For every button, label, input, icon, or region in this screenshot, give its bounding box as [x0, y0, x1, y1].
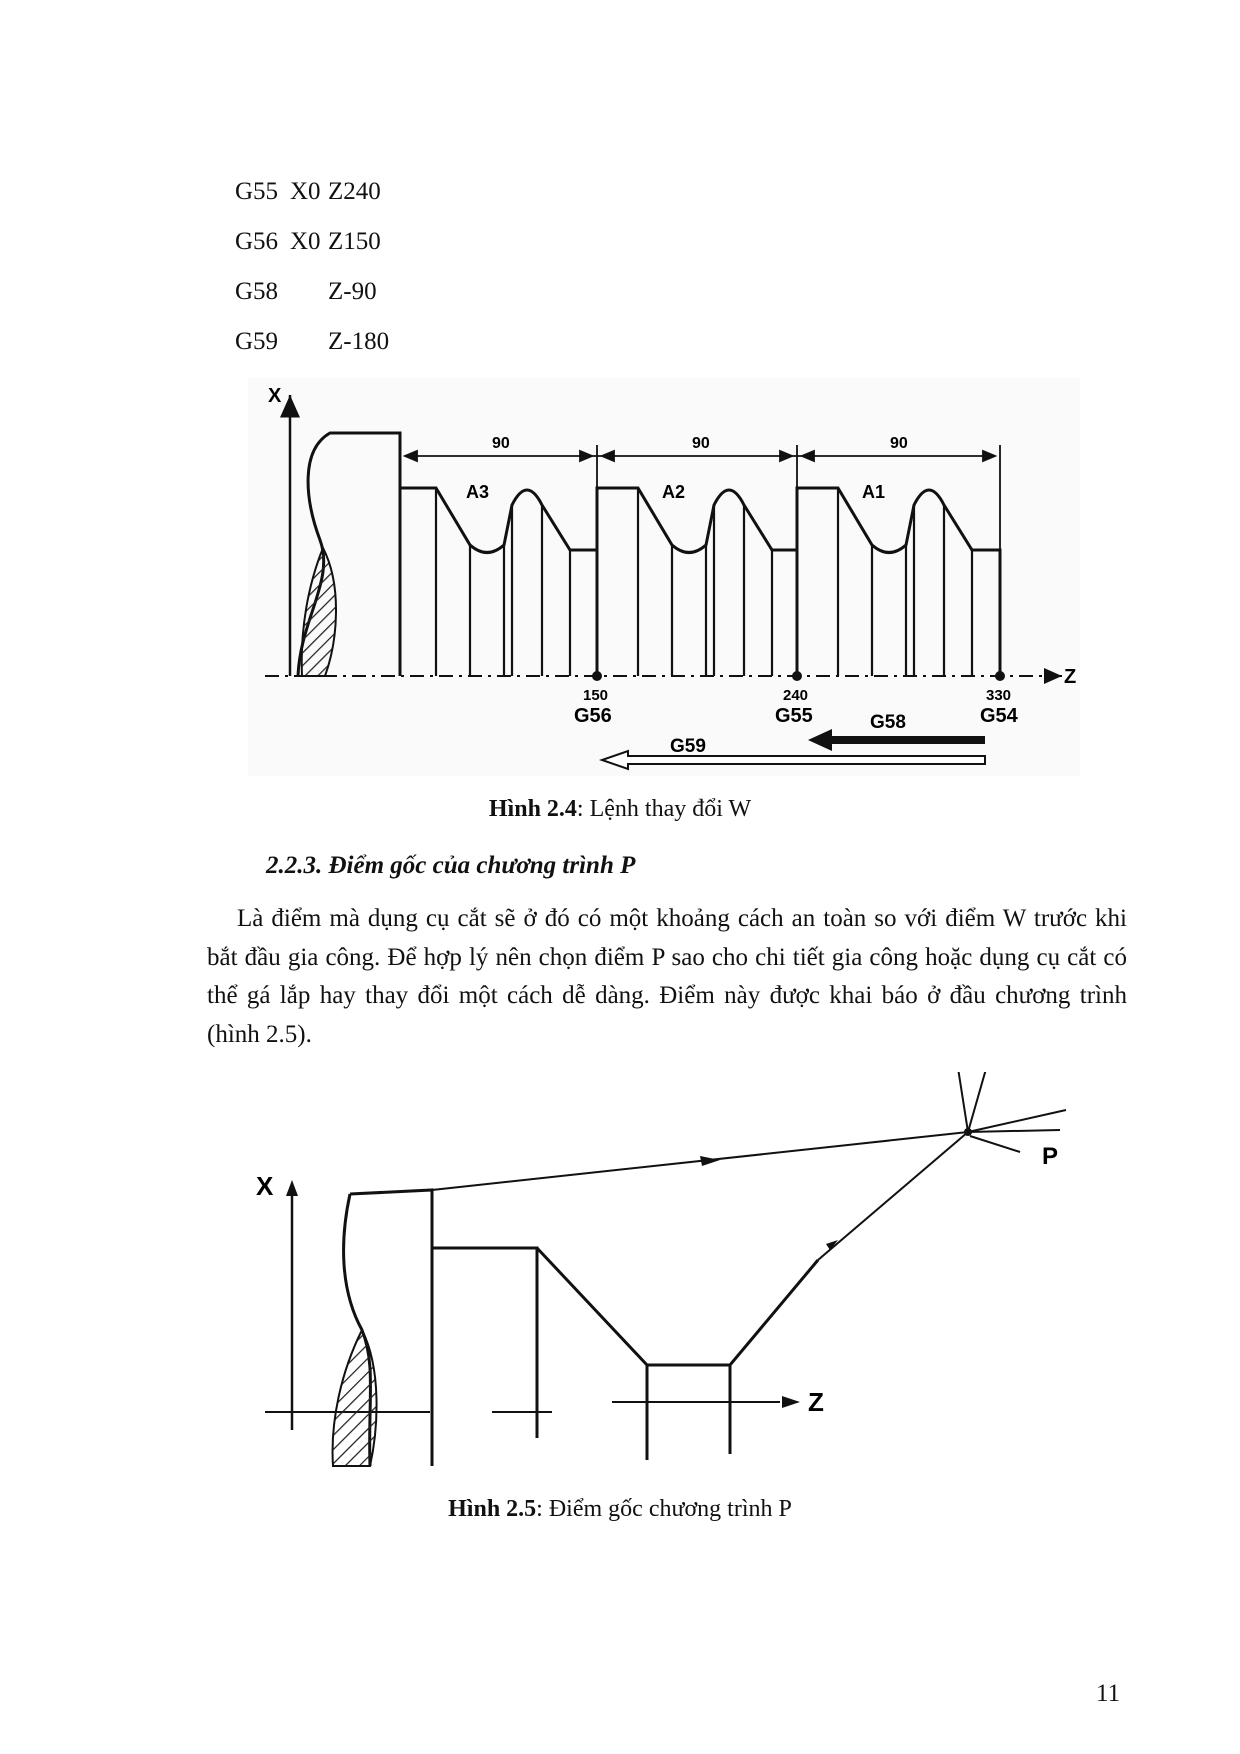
section-paragraph: Là điểm mà dụng cụ cắt sẽ ở đó có một khoảng cách an toàn so với điểm W trước khi bắt đầu gia công. Để hợp lý nên chọn điểm P sao cho chi tiết gia công hoặc dụng cụ cắt có thể gá lắp hay thay đổi một cách dễ dàng. Điểm này được khai báo ở đầu chương trình (hình 2.5). — [207, 905, 1127, 1048]
code-word: G58 — [235, 278, 279, 305]
z-axis-label: Z — [808, 1387, 824, 1417]
figure-2-5-diagram — [230, 1072, 1085, 1482]
code-z: Z-180 — [328, 328, 390, 355]
code-z: Z-90 — [328, 278, 377, 305]
code-z: Z240 — [328, 178, 381, 205]
x-axis-label: X — [268, 385, 282, 407]
g58-label: G58 — [870, 712, 906, 733]
part-label-a1: A1 — [862, 482, 886, 502]
caption-text: : Điểm gốc chương trình P — [536, 1496, 792, 1522]
figure-2-5-caption — [0, 1496, 1240, 1523]
x-axis-label: X — [256, 1171, 274, 1201]
dimension-label: 90 — [692, 435, 710, 452]
origin-point-g54 — [995, 671, 1005, 681]
tick-code-g56: G56 — [574, 705, 612, 727]
part-label-a2: A2 — [662, 482, 686, 502]
workpiece-profile — [350, 1190, 818, 1466]
code-z: Z150 — [328, 228, 381, 255]
chuck-hatch — [333, 1330, 377, 1466]
section-heading: 2.2.3. Điểm gốc của chương trình P — [266, 852, 636, 879]
z-axis-label: Z — [1064, 666, 1077, 688]
tool-path-arrowhead — [700, 1156, 720, 1166]
code-word: G55 — [235, 178, 279, 205]
page-number: 11 — [1096, 1680, 1121, 1707]
figure-2-4-diagram — [248, 378, 1080, 776]
origin-point-g55 — [792, 671, 802, 681]
caption-label: Hình 2.4 — [488, 796, 577, 822]
figure-2-4-caption — [0, 796, 1240, 823]
dimension-label: 90 — [492, 435, 510, 452]
tool-path-approach — [432, 1132, 968, 1190]
program-origin-point — [964, 1128, 972, 1136]
tick-code-g55: G55 — [775, 705, 813, 727]
code-word: G59 — [235, 328, 279, 355]
origin-point-g56 — [592, 671, 602, 681]
caption-label: Hình 2.5 — [448, 1496, 537, 1522]
code-word: G56 — [235, 228, 279, 255]
tick-value-240: 240 — [783, 687, 809, 704]
g59-label: G59 — [670, 736, 706, 757]
part-label-a3: A3 — [466, 482, 490, 502]
code-x: X0 — [290, 228, 321, 255]
tick-code-g54: G54 — [980, 705, 1018, 727]
caption-text: : Lệnh thay đổi W — [576, 796, 752, 822]
point-p-label: P — [1042, 1143, 1059, 1170]
tick-value-330: 330 — [986, 687, 1012, 704]
dimension-label: 90 — [890, 435, 908, 452]
tool-path-arrowhead — [826, 1230, 846, 1250]
cutting-tool — [958, 1072, 1066, 1152]
tick-value-150: 150 — [583, 687, 609, 704]
tool-path-retract — [818, 1132, 968, 1260]
x-axis-arrowhead — [286, 1180, 298, 1196]
z-axis-arrowhead — [782, 1396, 800, 1408]
code-x: X0 — [290, 178, 321, 205]
